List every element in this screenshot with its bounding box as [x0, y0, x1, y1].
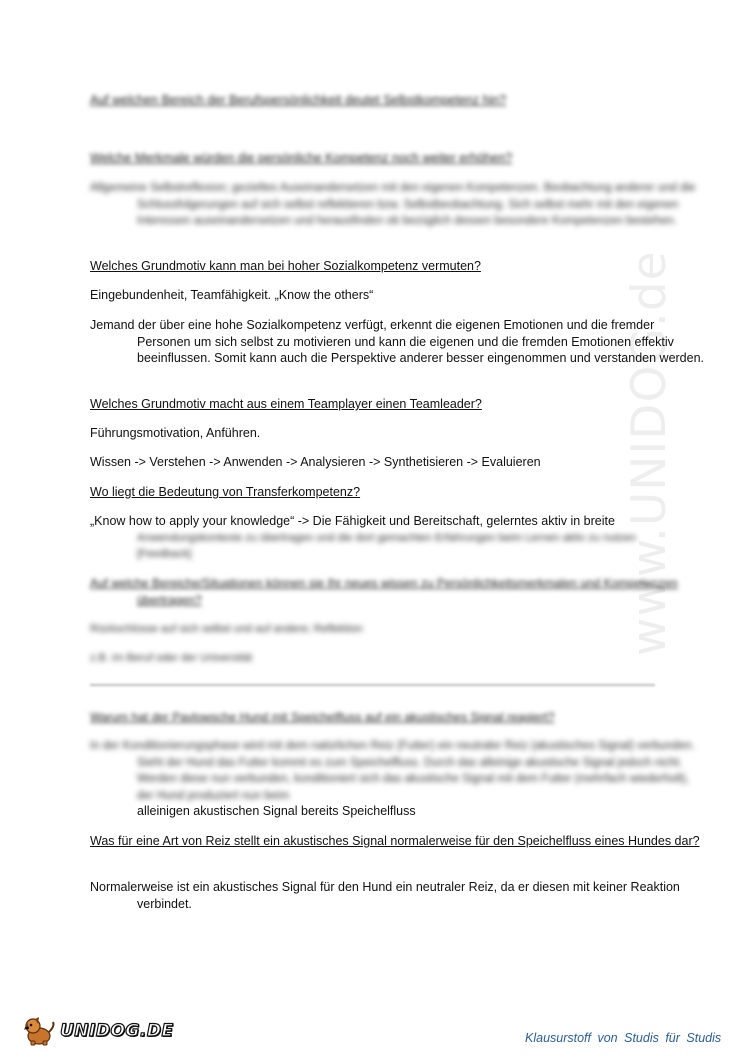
- answer-4a: Führungsmotivation, Anführen.: [90, 426, 261, 440]
- answer-7-blurred: In der Konditionierungsphase wird mit dem natürlichen Reiz (Futter) ein neutraler Reiz (akustisches Signal) verbunden. Sieht der Hund das Futter kommt es zum Speichelfluss. Durch das alleinige akustische Signal jedoch nicht. Werden diese nun verbunden, konditioniert sich das akustische Signal mit dem Futter (mehrfach wiederholt), der Hund produziert nun beim: [90, 740, 695, 802]
- question-7: Warum hat der Pavlowsche Hund mit Speichelfluss auf ein akustisches Signal reagiert?: [90, 710, 555, 724]
- footer-slogan: Klausurstoff von Studis für Studis: [525, 1031, 722, 1045]
- answer-2: Allgemeine Selbstreflexion; gezieltes Auseinandersetzen mit den eigenen Kompetenzen. Beobachtung anderer und die Schlussfolgerungen auf sich selbst reflektieren bzw. Selbstbeobachtung. Sich selbst mehr mit den eigenen Interessen auseinandersetzen und herausfinden ob bezüglich dessen besondere Kompetenzen bestehen.: [90, 182, 696, 227]
- answer-3b: Jemand der über eine hohe Sozialkompetenz verfügt, erkennt die eigenen Emotionen und die fremder Personen um sich selbst zu motivieren und kann die eigenen und die fremden Emotionen effektiv beeinflussen. Somit kann auch die Perspektive anderer besser eingenommen und verstanden werden.: [90, 318, 705, 365]
- answer-5-blurred: Anwendungskontexte zu übertragen und die dort gemachten Erfahrungen beim Lernen aktiv zu nutzen [Feedback]: [137, 532, 636, 560]
- watermark: www.UNIDOG.de: [621, 250, 677, 657]
- question-2: Welche Merkmale würden die persönliche Kompetenz noch weiter erhöhen?: [90, 151, 513, 165]
- answer-5-visible: „Know how to apply your knowledge“ -> Die Fähigkeit und Bereitschaft, gelerntes aktiv in breite: [90, 514, 615, 528]
- answer-7-visible: alleinigen akustischen Signal bereits Speichelfluss: [137, 804, 416, 818]
- unidog-logo[interactable]: [22, 1016, 174, 1046]
- question-3: Welches Grundmotiv kann man bei hoher Sozialkompetenz vermuten?: [90, 259, 481, 273]
- answer-6b: z.B. im Beruf oder der Universität: [90, 652, 253, 664]
- dog-mascot-icon: [22, 1016, 56, 1046]
- question-4: Welches Grundmotiv macht aus einem Teamplayer einen Teamleader?: [90, 397, 482, 411]
- question-8: Was für eine Art von Reiz stellt ein akustisches Signal normalerweise für den Speichelfluss eines Hundes dar?: [90, 834, 700, 848]
- logo-text: UNIDOG.DE: [60, 1020, 174, 1041]
- answer-3a: Eingebundenheit, Teamfähigkeit. „Know the others“: [90, 288, 374, 302]
- answer-4b: Wissen -> Verstehen -> Anwenden -> Analysieren -> Synthetisieren -> Evaluieren: [90, 455, 541, 469]
- question-1: Auf welchen Bereich der Berufspersönlichkeit deutet Selbstkompetenz hin?: [90, 93, 507, 107]
- question-6: Auf welche Bereiche/Situationen können sie Ihr neues wissen zu Persönlichkeitsmerkmalen und Kompetenzen übertragen?: [90, 576, 678, 607]
- answer-6a: Rückschlüsse auf sich selbst und auf andere; Reflektion: [90, 623, 363, 635]
- section-divider: [90, 684, 655, 686]
- answer-8: Normalerweise ist ein akustisches Signal für den Hund ein neutraler Reiz, da er diesen mit keiner Reaktion verbindet.: [90, 880, 680, 911]
- question-5: Wo liegt die Bedeutung von Transferkompetenz?: [90, 485, 361, 499]
